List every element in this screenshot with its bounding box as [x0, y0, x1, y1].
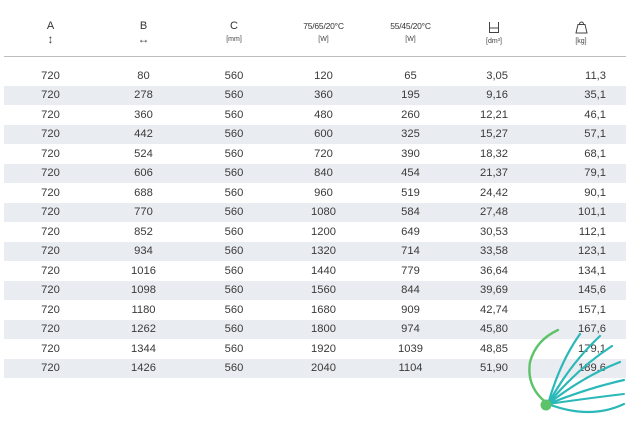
table-cell: 48,85	[480, 342, 508, 355]
table-cell: 1344	[131, 342, 156, 355]
table-cell: 560	[224, 128, 244, 141]
table-cell: 600	[314, 128, 333, 141]
header-output-55	[369, 12, 452, 56]
table-cell: 1320	[311, 245, 336, 258]
table-cell: 560	[224, 284, 244, 297]
table-cell: 33,58	[480, 245, 508, 258]
table-cell: 560	[224, 245, 244, 258]
table-cell: 560	[224, 206, 244, 219]
table-cell: 112,1	[578, 225, 606, 238]
table-cell: 960	[314, 186, 333, 199]
table-cell: 1180	[131, 303, 156, 316]
table-cell: 360	[314, 89, 333, 102]
table-cell: 560	[224, 225, 244, 238]
table-row	[4, 203, 626, 223]
table-row	[4, 222, 626, 242]
table-cell: 390	[401, 147, 420, 160]
table-cell: 12,21	[480, 108, 508, 121]
table-cell: 720	[314, 147, 333, 160]
table-cell: 1560	[311, 284, 336, 297]
table-cell: 720	[41, 303, 60, 316]
table-cell: 560	[224, 147, 244, 160]
table-cell: 779	[401, 264, 420, 277]
table-cell: 260	[401, 108, 420, 121]
table-cell: 560	[224, 323, 244, 336]
header-a-label: A	[46, 20, 55, 32]
table-cell: 909	[401, 303, 420, 316]
table-row	[4, 183, 626, 203]
table-cell: 720	[41, 108, 60, 121]
table-cell: 36,64	[480, 264, 508, 277]
table-cell: 325	[401, 128, 420, 141]
table-header	[4, 12, 626, 57]
table-cell: 278	[134, 89, 153, 102]
table-row	[4, 300, 626, 320]
table-cell: 606	[134, 167, 153, 180]
table-cell: 524	[134, 147, 153, 160]
header-output-75	[278, 12, 369, 56]
table-cell: 79,1	[584, 167, 606, 180]
table-cell: 134,1	[578, 264, 606, 277]
table-cell: 11,3	[585, 69, 606, 82]
table-cell: 1262	[131, 323, 156, 336]
table-cell: 1098	[131, 284, 156, 297]
table-cell: 39,69	[480, 284, 508, 297]
table-row	[4, 66, 626, 86]
header-c	[190, 12, 278, 56]
table-row	[4, 125, 626, 145]
header-weight-unit: [kg]	[575, 38, 587, 45]
table-cell: 720	[41, 323, 60, 336]
table-cell: 720	[41, 167, 60, 180]
table-cell: 80	[137, 69, 150, 82]
table-cell: 852	[134, 225, 153, 238]
header-b-label: B	[139, 20, 148, 32]
header-output-75-label: 75/65/20°C	[303, 21, 344, 31]
table-cell: 120	[314, 69, 333, 82]
table-cell: 1039	[398, 342, 423, 355]
table-cell: 519	[401, 186, 420, 199]
table-cell: 2040	[311, 362, 336, 375]
table-cell: 21,37	[480, 167, 508, 180]
table-cell: 560	[224, 69, 244, 82]
table-cell: 57,1	[584, 128, 606, 141]
table-cell: 179,1	[578, 342, 606, 355]
table-cell: 560	[224, 303, 244, 316]
table-cell: 145,6	[578, 284, 606, 297]
table-cell: 18,32	[480, 147, 508, 160]
table-cell: 720	[41, 69, 60, 82]
table-cell: 720	[41, 225, 60, 238]
table-cell: 720	[41, 342, 60, 355]
table-row	[4, 242, 626, 262]
table-row	[4, 281, 626, 301]
table-row	[4, 86, 626, 106]
table-cell: 720	[41, 206, 60, 219]
table-row	[4, 144, 626, 164]
table-cell: 24,42	[480, 186, 508, 199]
table-cell: 480	[314, 108, 333, 121]
table-cell: 770	[134, 206, 153, 219]
table-cell: 1104	[398, 362, 423, 375]
brand-logo	[520, 322, 630, 422]
table-cell: 30,53	[480, 225, 508, 238]
table-cell: 560	[224, 108, 244, 121]
table-cell: 35,1	[584, 89, 606, 102]
table-cell: 3,05	[486, 69, 508, 82]
table-cell: 720	[41, 362, 60, 375]
header-b	[97, 12, 190, 56]
table-cell: 123,1	[578, 245, 606, 258]
table-cell: 560	[224, 362, 244, 375]
table-cell: 1426	[131, 362, 156, 375]
table-cell: 840	[314, 167, 333, 180]
table-cell: 649	[401, 225, 420, 238]
table-cell: 101,1	[578, 206, 606, 219]
header-weight	[536, 12, 626, 56]
table-cell: 195	[401, 89, 420, 102]
table-cell: 65	[404, 69, 417, 82]
table-cell: 1016	[131, 264, 156, 277]
vertical-arrow-icon: ↕	[47, 32, 54, 46]
table-cell: 720	[41, 264, 60, 277]
table-cell: 720	[41, 284, 60, 297]
table-cell: 844	[401, 284, 420, 297]
table-cell: 9,16	[486, 89, 508, 102]
table-cell: 714	[401, 245, 420, 258]
table-cell: 560	[224, 264, 244, 277]
table-cell: 688	[134, 186, 153, 199]
table-cell: 720	[41, 89, 60, 102]
table-cell: 51,90	[480, 362, 508, 375]
horizontal-arrow-icon: ↔	[137, 32, 150, 46]
table-cell: 68,1	[584, 147, 606, 160]
table-row	[4, 261, 626, 281]
table-cell: 720	[41, 186, 60, 199]
table-cell: 90,1	[584, 186, 606, 199]
water-volume-icon	[488, 21, 500, 34]
table-cell: 157,1	[578, 303, 606, 316]
table-cell: 1680	[311, 303, 336, 316]
header-c-label: C	[230, 20, 238, 32]
table-cell: 560	[224, 186, 244, 199]
table-cell: 1440	[311, 264, 336, 277]
table-cell: 584	[401, 206, 420, 219]
table-cell: 1920	[311, 342, 336, 355]
table-cell: 560	[224, 89, 244, 102]
table-cell: 720	[41, 245, 60, 258]
header-a	[4, 12, 97, 56]
header-output-55-unit: [W]	[405, 36, 416, 43]
table-cell: 27,48	[480, 206, 508, 219]
table-cell: 46,1	[584, 108, 606, 121]
table-cell: 454	[401, 167, 420, 180]
table-cell: 1080	[311, 206, 336, 219]
table-cell: 934	[134, 245, 153, 258]
header-output-75-unit: [W]	[318, 36, 329, 43]
table-cell: 720	[41, 147, 60, 160]
table-cell: 974	[401, 323, 420, 336]
header-volume	[452, 12, 536, 56]
table-cell: 560	[224, 342, 244, 355]
table-cell: 45,80	[480, 323, 508, 336]
table-cell: 1200	[311, 225, 336, 238]
header-output-55-label: 55/45/20°C	[390, 21, 431, 31]
table-cell: 560	[224, 167, 244, 180]
table-cell: 167,6	[578, 323, 606, 336]
table-cell: 360	[134, 108, 153, 121]
header-c-unit: [mm]	[226, 36, 242, 43]
header-volume-unit: [dm³]	[486, 38, 502, 45]
table-row	[4, 105, 626, 125]
table-cell: 442	[134, 128, 153, 141]
table-cell: 42,74	[480, 303, 508, 316]
weight-icon	[575, 21, 588, 34]
table-cell: 1800	[311, 323, 336, 336]
table-cell: 15,27	[480, 128, 508, 141]
table-row	[4, 164, 626, 184]
table-cell: 720	[41, 128, 60, 141]
table-cell: 189,6	[578, 362, 606, 375]
